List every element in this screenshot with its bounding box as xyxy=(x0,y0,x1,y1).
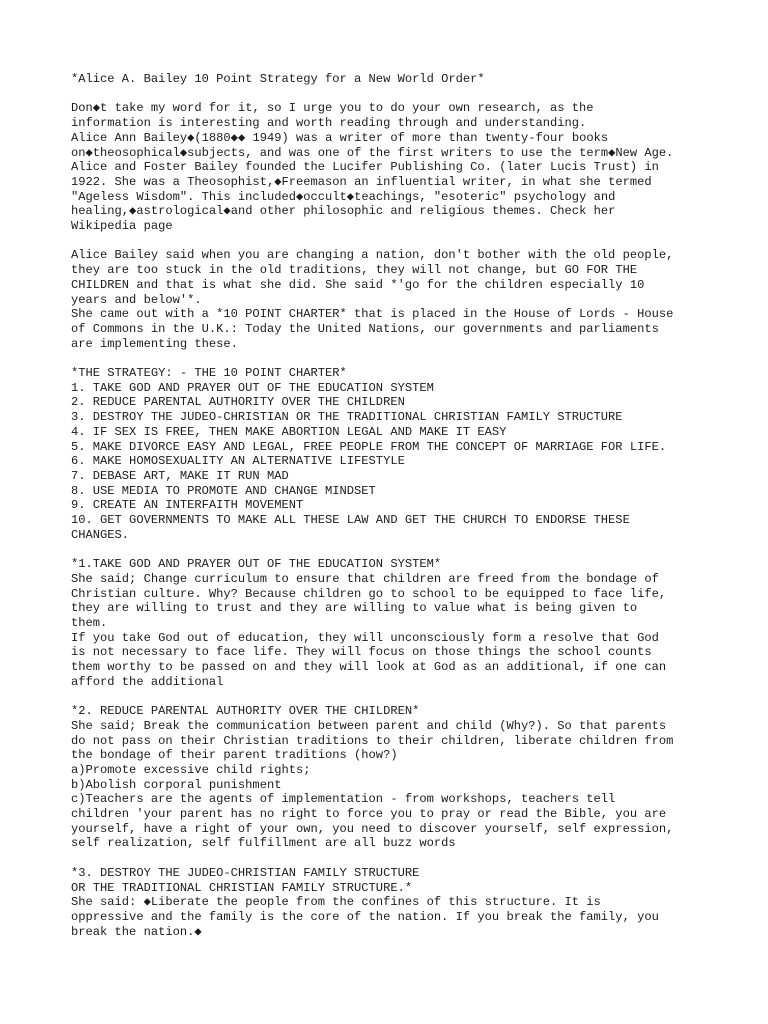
text-line: they are willing to trust and they are willing to value what is being given to xyxy=(71,601,638,616)
text-line: If you take God out of education, they will unconsciously form a resolve that God xyxy=(71,630,659,645)
section-heading: OR THE TRADITIONAL CHRISTIAN FAMILY STRUCTURE.* xyxy=(71,880,413,895)
document-page xyxy=(71,72,711,939)
text-line: oppressive and the family is the core of the nation. If you break the family, you xyxy=(71,909,659,924)
paragraph-gap xyxy=(71,542,711,557)
text-line: Alice and Foster Bailey founded the Lucifer Publishing Co. (later Lucis Trust) in xyxy=(71,160,659,175)
section-3 xyxy=(71,866,711,940)
text-line: healing,◆astrological◆and other philosophic and religious themes. Check her xyxy=(71,204,616,219)
list-item: CHANGES. xyxy=(71,527,130,542)
list-item: 2. REDUCE PARENTAL AUTHORITY OVER THE CHILDREN xyxy=(71,395,405,410)
section-heading: *1.TAKE GOD AND PRAYER OUT OF THE EDUCATION SYSTEM* xyxy=(71,557,442,572)
list-item: 6. MAKE HOMOSEXUALITY AN ALTERNATIVE LIFESTYLE xyxy=(71,454,405,469)
text-line: c)Teachers are the agents of implementation - from workshops, teachers tell xyxy=(71,792,616,807)
paragraph-gap xyxy=(71,851,711,866)
paragraph-gap xyxy=(71,234,711,249)
section-1 xyxy=(71,557,711,689)
section-2 xyxy=(71,704,711,851)
text-line: She said; Change curriculum to ensure that children are freed from the bondage of xyxy=(71,571,659,586)
text-line: a)Promote excessive child rights; xyxy=(71,762,311,777)
list-item: 4. IF SEX IS FREE, THEN MAKE ABORTION LEGAL AND MAKE IT EASY xyxy=(71,424,507,439)
list-item: 8. USE MEDIA TO PROMOTE AND CHANGE MINDSET xyxy=(71,483,376,498)
text-line: yourself, have a right of your own, you need to discover yourself, self expression, xyxy=(71,821,674,836)
paragraph-gap xyxy=(71,351,711,366)
section-heading: *2. REDUCE PARENTAL AUTHORITY OVER THE CHILDREN* xyxy=(71,704,420,719)
strategy-list xyxy=(71,366,711,542)
text-line: 1922. She was a Theosophist,◆Freemason an influential writer, in what she termed xyxy=(71,174,652,189)
text-line: children 'your parent has no right to force you to pray or read the Bible, you are xyxy=(71,807,667,822)
text-line: Wikipedia page xyxy=(71,219,173,234)
list-item: 5. MAKE DIVORCE EASY AND LEGAL, FREE PEOPLE FROM THE CONCEPT OF MARRIAGE FOR LIFE. xyxy=(71,439,667,454)
text-line: CHILDREN and that is what she did. She said *'go for the children especially 10 xyxy=(71,277,645,292)
list-item: 3. DESTROY THE JUDEO-CHRISTIAN OR THE TRADITIONAL CHRISTIAN FAMILY STRUCTURE xyxy=(71,410,623,425)
list-item: 1. TAKE GOD AND PRAYER OUT OF THE EDUCATION SYSTEM xyxy=(71,380,434,395)
list-item: 10. GET GOVERNMENTS TO MAKE ALL THESE LAW AND GET THE CHURCH TO ENDORSE THESE xyxy=(71,513,630,528)
text-line: them. xyxy=(71,615,108,630)
text-line: the bondage of their parent traditions (how?) xyxy=(71,748,398,763)
list-item: 9. CREATE AN INTERFAITH MOVEMENT xyxy=(71,498,304,513)
text-line: information is interesting and worth reading through and understanding. xyxy=(71,116,587,131)
text-line: them worthy to be passed on and they will look at God as an additional, if one can xyxy=(71,660,667,675)
text-line: of Commons in the U.K.: Today the United Nations, our governments and parliaments xyxy=(71,321,659,336)
text-line: years and below'*. xyxy=(71,292,202,307)
text-line: is not necessary to face life. They will focus on those things the school counts xyxy=(71,645,652,660)
text-line: Christian culture. Why? Because children go to school to be equipped to face life, xyxy=(71,586,667,601)
document-title: *Alice A. Bailey 10 Point Strategy for a New World Order* xyxy=(71,72,485,86)
text-line: are implementing these. xyxy=(71,336,238,351)
text-line: do not pass on their Christian traditions to their children, liberate children from xyxy=(71,733,674,748)
text-line: She said; Break the communication between parent and child (Why?). So that parents xyxy=(71,718,667,733)
intro-paragraph xyxy=(71,101,711,233)
list-heading: *THE STRATEGY: - THE 10 POINT CHARTER* xyxy=(71,366,347,381)
text-line: "Ageless Wisdom". This included◆occult◆teachings, "esoteric" psychology and xyxy=(71,189,616,204)
text-line: they are too stuck in the old traditions, they will not change, but GO FOR THE xyxy=(71,263,638,278)
paragraph-gap xyxy=(71,87,711,102)
text-line: self realization, self fulfillment are all buzz words xyxy=(71,836,456,851)
text-line: on◆theosophical◆subjects, and was one of the first writers to use the term◆New Age. xyxy=(71,145,674,160)
text-line: b)Abolish corporal punishment xyxy=(71,777,282,792)
paragraph-gap xyxy=(71,689,711,704)
text-line: She came out with a *10 POINT CHARTER* that is placed in the House of Lords - House xyxy=(71,307,674,322)
text-line: Alice Bailey said when you are changing a nation, don't bother with the old people, xyxy=(71,248,674,263)
text-line: afford the additional xyxy=(71,674,224,689)
text-line: Alice Ann Bailey◆(1880◆◆ 1949) was a writer of more than twenty-four books xyxy=(71,130,609,145)
section-heading: *3. DESTROY THE JUDEO-CHRISTIAN FAMILY STRUCTURE xyxy=(71,865,420,880)
text-line: Don◆t take my word for it, so I urge you to do your own research, as the xyxy=(71,101,594,116)
text-line: break the nation.◆ xyxy=(71,924,202,939)
text-line: She said: ◆Liberate the people from the confines of this structure. It is xyxy=(71,895,601,910)
bailey-quote-paragraph xyxy=(71,248,711,351)
list-item: 7. DEBASE ART, MAKE IT RUN MAD xyxy=(71,468,289,483)
document-title-block xyxy=(71,72,711,87)
